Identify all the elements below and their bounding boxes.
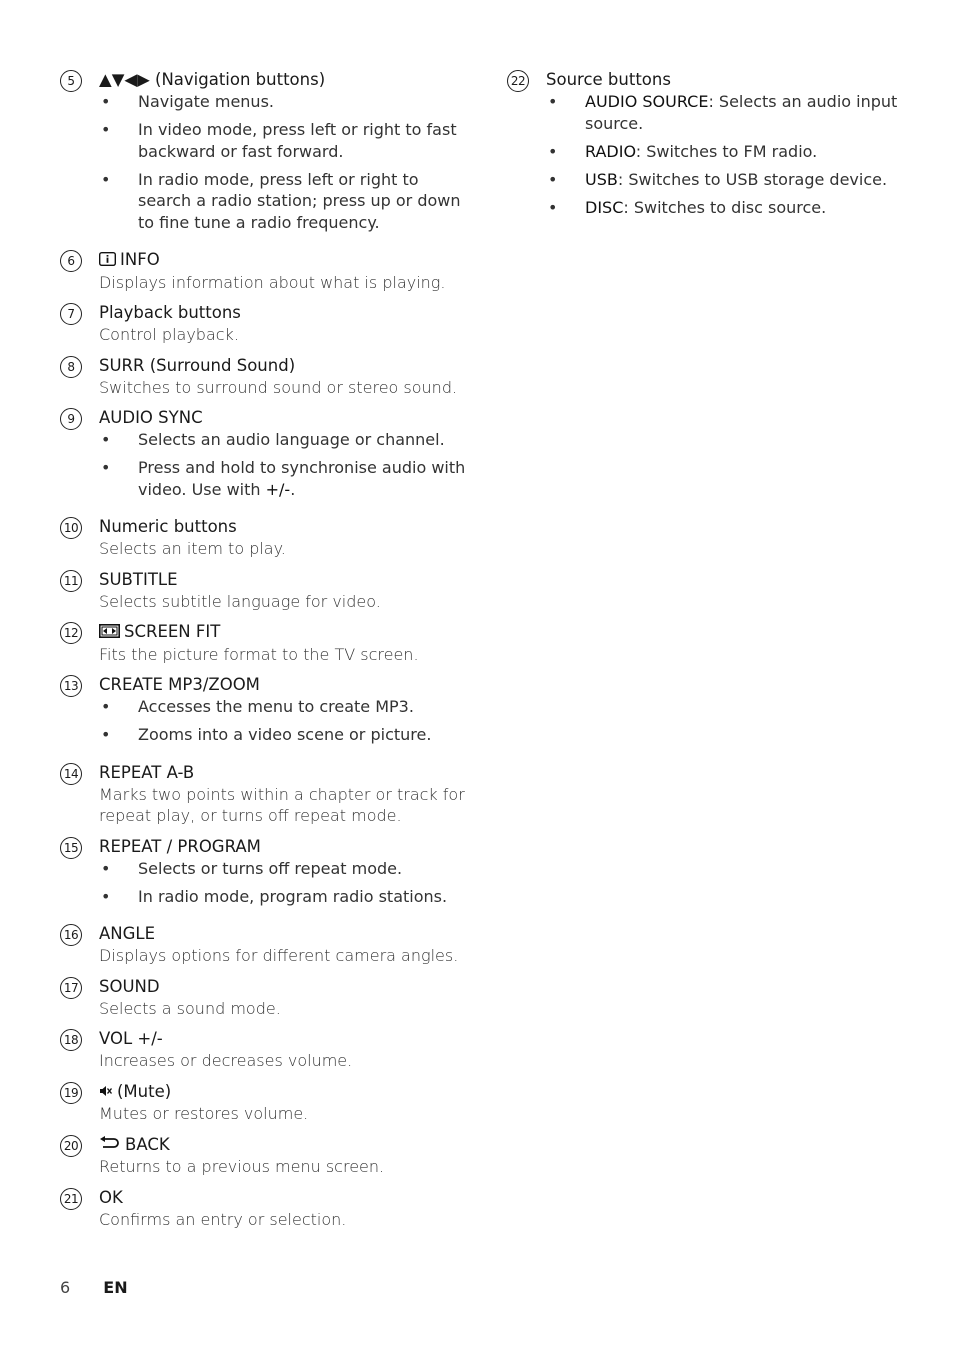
bullet-mark: • — [101, 92, 111, 111]
item-number: 14 — [60, 763, 82, 785]
item-title — [99, 249, 470, 272]
item-title-text: BACK — [125, 1134, 170, 1154]
item-title — [99, 762, 470, 784]
bullet-mark: • — [101, 120, 111, 139]
item-numeric-buttons — [60, 516, 470, 560]
item-title — [99, 569, 470, 591]
bullet-keyword: USB — [585, 169, 618, 189]
item-surr-surround-sound — [60, 355, 470, 399]
item-title — [99, 1081, 470, 1104]
list-item — [99, 696, 470, 718]
item-number: 9 — [60, 408, 82, 430]
item-title-text: AUDIO SYNC — [99, 408, 203, 427]
item-source-buttons — [507, 69, 907, 218]
item-description: Switches to surround sound or stereo sound. — [99, 377, 458, 397]
page-number: 6 — [60, 1278, 71, 1297]
item-title — [99, 674, 470, 696]
back-icon — [99, 1134, 121, 1156]
bullet-mark: • — [101, 458, 111, 477]
item-title-text: REPEAT / PROGRAM — [99, 836, 261, 856]
item-back — [60, 1134, 470, 1178]
item-sound — [60, 976, 470, 1020]
item-repeat-program — [60, 836, 470, 908]
bullet-list — [99, 696, 470, 746]
item-vol — [60, 1028, 470, 1072]
bullet-text: Selects or turns off repeat mode. — [138, 858, 403, 878]
bullet-mark: • — [548, 92, 558, 111]
item-title-text: VOL +/- — [99, 1029, 163, 1048]
bullet-keyword: DISC — [585, 197, 624, 217]
bullet-keyword: AUDIO SOURCE — [585, 92, 709, 111]
item-title — [99, 302, 470, 324]
item-title — [99, 836, 470, 858]
item-number: 13 — [60, 675, 82, 697]
list-item — [546, 169, 907, 191]
bullet-keyword: +/- — [265, 479, 291, 499]
item-title-text: Numeric buttons — [99, 517, 237, 536]
item-number: 8 — [60, 356, 82, 378]
item-repeat-a-b — [60, 762, 470, 827]
bullet-text: Zooms into a video scene or picture. — [138, 725, 432, 744]
item-title — [99, 407, 470, 429]
item-number: 5 — [60, 70, 82, 92]
item-mute — [60, 1081, 470, 1125]
item-description: Increases or decreases volume. — [99, 1051, 353, 1070]
item-title-text: OK — [99, 1187, 123, 1207]
list-item — [546, 91, 907, 134]
list-item — [99, 886, 470, 908]
item-number: 18 — [60, 1029, 82, 1051]
item-title-text: SCREEN FIT — [124, 622, 221, 641]
item-title — [99, 69, 470, 91]
bullet-mark: • — [101, 725, 111, 744]
mute-icon — [99, 1081, 113, 1103]
item-audio-sync — [60, 407, 470, 500]
item-title-text: INFO — [120, 250, 160, 269]
item-ok — [60, 1187, 470, 1231]
bullet-text: In video mode, press left or right to fast backward or fast forward. — [138, 120, 457, 161]
item-title-text: SUBTITLE — [99, 569, 178, 589]
item-number: 6 — [60, 250, 82, 272]
item-description: Selects an item to play. — [99, 539, 286, 558]
item-title-text: REPEAT A-B — [99, 762, 195, 782]
bullet-list — [99, 91, 470, 233]
info-icon — [99, 250, 116, 272]
bullet-text: : Switches to USB storage device. — [617, 169, 888, 189]
item-description: Mutes or restores volume. — [99, 1104, 309, 1123]
list-item — [99, 457, 470, 500]
item-info — [60, 249, 470, 293]
item-title-text: Playback buttons — [99, 303, 241, 322]
list-item — [99, 858, 470, 880]
item-description: Selects a sound mode. — [99, 998, 281, 1018]
item-description: Control playback. — [99, 325, 239, 344]
item-create-mp3-zoom — [60, 674, 470, 746]
item-subtitle — [60, 569, 470, 613]
item-description: Displays options for different camera angles. — [99, 946, 459, 965]
bullet-mark: • — [548, 169, 558, 189]
item-number: 12 — [60, 622, 82, 644]
item-title — [99, 516, 470, 538]
item-number: 20 — [60, 1135, 82, 1157]
left-column — [60, 69, 470, 1230]
item-title — [99, 1028, 470, 1050]
item-title-text: SOUND — [99, 976, 160, 996]
item-screen-fit — [60, 621, 470, 665]
item-title-text: ▲▼◀▶ (Navigation buttons) — [99, 70, 326, 89]
bullet-keyword: RADIO — [585, 141, 636, 161]
bullet-text: Navigate menus. — [138, 92, 274, 111]
item-title-text: ANGLE — [99, 924, 156, 943]
bullet-text: In radio mode, program radio stations. — [138, 886, 448, 906]
list-item — [546, 197, 907, 219]
list-item — [99, 91, 470, 113]
item-number: 22 — [507, 70, 529, 92]
item-playback-buttons — [60, 302, 470, 346]
bullet-text: Accesses the menu to create MP3. — [138, 697, 414, 716]
item-description: Selects subtitle language for video. — [99, 591, 381, 611]
item-title — [99, 355, 470, 377]
list-item — [99, 429, 470, 451]
item-number: 17 — [60, 977, 82, 999]
item-title — [99, 923, 470, 945]
bullet-tail: . — [290, 479, 296, 499]
item-description: Fits the picture format to the TV screen. — [99, 644, 419, 664]
bullet-mark: • — [548, 141, 558, 161]
item-title — [99, 1134, 470, 1157]
item-navigation-buttons — [60, 69, 470, 233]
language-code: EN — [103, 1278, 128, 1297]
bullet-mark: • — [101, 169, 111, 189]
item-angle — [60, 923, 470, 967]
list-item — [546, 141, 907, 163]
item-number: 11 — [60, 570, 82, 592]
item-title — [99, 621, 470, 644]
item-description: Marks two points within a chapter or track for repeat play, or turns off repeat mode. — [99, 784, 465, 825]
list-item — [99, 119, 470, 162]
item-description: Confirms an entry or selection. — [99, 1209, 347, 1229]
item-title — [99, 1187, 470, 1209]
bullet-text: : Switches to disc source. — [623, 197, 827, 217]
bullet-mark: • — [101, 886, 111, 906]
item-title-text: CREATE MP3/ZOOM — [99, 675, 260, 694]
bullet-text: Press and hold to synchronise audio with video. Use with — [138, 458, 466, 499]
list-item — [99, 169, 470, 234]
bullet-mark: • — [101, 697, 111, 716]
bullet-text: : Selects an audio input source. — [585, 92, 898, 133]
item-description: Displays information about what is playing. — [99, 272, 446, 292]
item-number: 19 — [60, 1082, 82, 1104]
bullet-list — [99, 429, 470, 500]
item-number: 21 — [60, 1188, 82, 1210]
bullet-text: Selects an audio language or channel. — [138, 430, 445, 449]
item-description: Returns to a previous menu screen. — [99, 1157, 385, 1176]
list-item — [99, 724, 470, 746]
item-title-text: (Mute) — [117, 1081, 172, 1101]
screen-fit-icon — [99, 622, 120, 644]
bullet-text: In radio mode, press left or right to search a radio station; press up or down to fine tune a radio frequency. — [138, 169, 461, 232]
item-title — [99, 976, 470, 998]
right-column — [507, 69, 907, 218]
bullet-mark: • — [548, 197, 558, 217]
item-number: 16 — [60, 924, 82, 946]
bullet-mark: • — [101, 858, 111, 878]
item-number: 15 — [60, 837, 82, 859]
bullet-mark: • — [101, 430, 111, 449]
item-number: 7 — [60, 303, 82, 325]
item-title-text: SURR (Surround Sound) — [99, 355, 296, 375]
bullet-text: : Switches to FM radio. — [635, 141, 818, 161]
item-title: Source buttons — [546, 70, 671, 89]
page-footer — [60, 1278, 128, 1297]
bullet-list — [546, 91, 907, 218]
item-number: 10 — [60, 517, 82, 539]
bullet-list — [99, 858, 470, 908]
